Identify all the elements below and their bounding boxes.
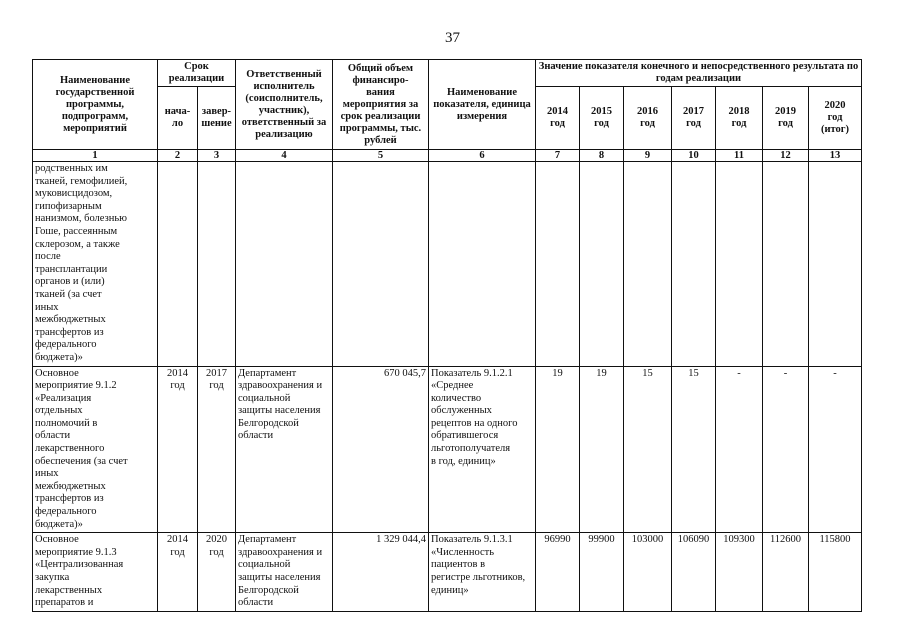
table-row: [33, 162, 862, 367]
header-start: нача- ло: [158, 87, 198, 150]
row-value-2014: 96990: [536, 533, 580, 612]
row-value-2019: -: [763, 366, 809, 533]
row-end: 2020 год: [198, 533, 236, 612]
row-responsible: Департамент здравоохранения и социальной защиты населения Белгородской области: [236, 533, 333, 612]
row-value-2015: 19: [580, 366, 624, 533]
header-indicator: Наименование показателя, единица измерения: [429, 60, 536, 150]
table-row: [33, 366, 862, 533]
row-indicator: Показатель 9.1.2.1 «Среднее количество обслуженных рецептов на одного обратившегося льготополучателя в год, единиц»: [429, 366, 536, 533]
row-name: Основное мероприятие 9.1.2 «Реализация отдельных полномочий в области лекарственного обеспечения (за счет иных межбюджетных трансфертов из федерального бюджета)»: [33, 366, 158, 533]
row-value-2015: [580, 162, 624, 367]
column-number: 2: [158, 150, 198, 162]
header-year-2017: 2017 год: [672, 87, 716, 150]
header-year-2016: 2016 год: [624, 87, 672, 150]
table-row: [33, 533, 862, 612]
column-number: 13: [809, 150, 862, 162]
header-end: завер- шение: [198, 87, 236, 150]
row-name: родственных им тканей, гемофилией, муковисцидозом, гипофизарным нанизмом, болезнью Гоше, рассеянным склерозом, а также после трансплантации органов и (или) тканей (за счет иных межбюджетных трансфертов из федерального бюджета)»: [33, 162, 158, 367]
column-number: 8: [580, 150, 624, 162]
row-value-2015: 99900: [580, 533, 624, 612]
row-start: [158, 162, 198, 367]
row-volume: 1 329 044,4: [333, 533, 429, 612]
header-year-2015: 2015 год: [580, 87, 624, 150]
row-value-2016: [624, 162, 672, 367]
row-value-2017: 106090: [672, 533, 716, 612]
column-number: 10: [672, 150, 716, 162]
column-number: 11: [716, 150, 763, 162]
row-value-2019: 112600: [763, 533, 809, 612]
header-volume: Общий объем финансиро- вания мероприятия за срок реализации программы, тыс. рублей: [333, 60, 429, 150]
row-value-2020: 115800: [809, 533, 862, 612]
row-value-2016: 15: [624, 366, 672, 533]
row-volume: 670 045,7: [333, 366, 429, 533]
row-value-2017: [672, 162, 716, 367]
row-value-2016: 103000: [624, 533, 672, 612]
row-value-2014: 19: [536, 366, 580, 533]
header-year-2020: 2020 год (итог): [809, 87, 862, 150]
row-volume: [333, 162, 429, 367]
header-year-2019: 2019 год: [763, 87, 809, 150]
row-indicator: Показатель 9.1.3.1 «Численность пациентов в регистре льготников, единиц»: [429, 533, 536, 612]
column-number: 6: [429, 150, 536, 162]
row-indicator: [429, 162, 536, 367]
row-end: 2017 год: [198, 366, 236, 533]
column-number: 9: [624, 150, 672, 162]
page-number: 37: [445, 30, 460, 46]
column-number-row: [33, 150, 862, 162]
column-number: 7: [536, 150, 580, 162]
column-number: 3: [198, 150, 236, 162]
column-number: 12: [763, 150, 809, 162]
header-responsible: Ответственный исполнитель (соисполнитель, участник), ответственный за реализацию: [236, 60, 333, 150]
row-start: 2014 год: [158, 533, 198, 612]
row-value-2018: 109300: [716, 533, 763, 612]
header-name: Наименование государственной программы, подпрограмм, мероприятий: [33, 60, 158, 150]
row-value-2018: -: [716, 366, 763, 533]
header-term: Срок реализации: [158, 60, 236, 87]
row-value-2020: -: [809, 366, 862, 533]
header-year-2018: 2018 год: [716, 87, 763, 150]
header-year-2014: 2014 год: [536, 87, 580, 150]
row-value-2017: 15: [672, 366, 716, 533]
row-value-2019: [763, 162, 809, 367]
program-table: [32, 59, 862, 612]
row-responsible: [236, 162, 333, 367]
row-value-2014: [536, 162, 580, 367]
column-number: 1: [33, 150, 158, 162]
row-end: [198, 162, 236, 367]
row-responsible: Департамент здравоохранения и социальной защиты населения Белгородской области: [236, 366, 333, 533]
header-values-group: Значение показателя конечного и непосредственного результата по годам реализации: [536, 60, 862, 87]
row-value-2020: [809, 162, 862, 367]
row-value-2018: [716, 162, 763, 367]
row-start: 2014 год: [158, 366, 198, 533]
column-number: 4: [236, 150, 333, 162]
row-name: Основное мероприятие 9.1.3 «Централизованная закупка лекарственных препаратов и: [33, 533, 158, 612]
column-number: 5: [333, 150, 429, 162]
